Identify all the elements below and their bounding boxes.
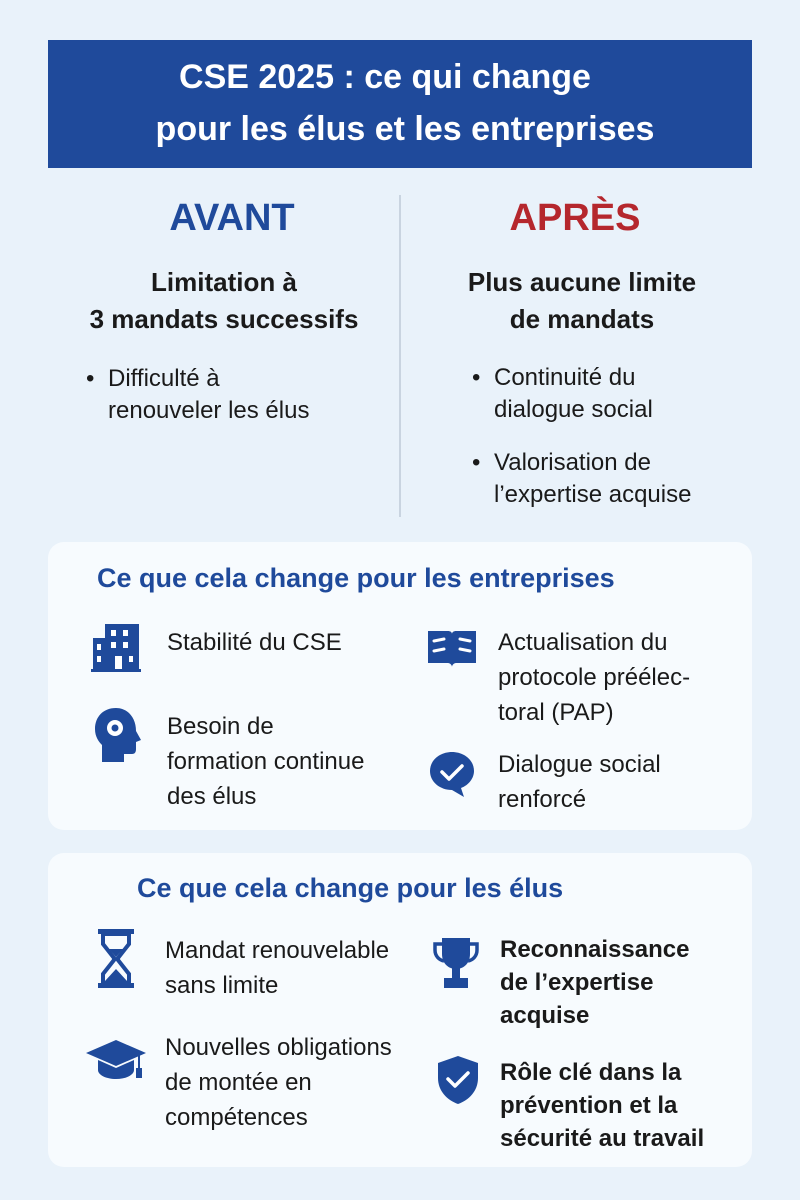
title-banner bbox=[48, 40, 752, 168]
elus-item bbox=[500, 1056, 704, 1155]
apres-subtitle bbox=[468, 264, 696, 338]
elus-item bbox=[165, 933, 389, 1003]
building-icon bbox=[91, 622, 141, 672]
elus-title: Ce que cela change pour les élus bbox=[137, 873, 564, 903]
item-line: formation continue bbox=[167, 748, 365, 775]
apres-subtitle-line: Plus aucune limite bbox=[467, 267, 697, 297]
apres-bullet bbox=[472, 447, 692, 511]
graduation-cap-icon bbox=[86, 1038, 146, 1082]
column-divider bbox=[399, 195, 401, 517]
item-line: Nouvelles obligations bbox=[165, 1034, 392, 1061]
open-book-icon bbox=[428, 627, 476, 669]
item-line: renforcé bbox=[498, 786, 587, 813]
entreprises-title: Ce que cela change pour les entreprises bbox=[97, 563, 615, 593]
apres-heading: APRÈS bbox=[509, 197, 641, 239]
item-line: Rôle clé dans la bbox=[500, 1059, 682, 1086]
bullet-line: Difficulté à bbox=[108, 365, 220, 392]
avant-subtitle-line: 3 mandats successifs bbox=[89, 304, 359, 334]
item-line: toral (PAP) bbox=[498, 699, 614, 726]
apres-subtitle-line: de mandats bbox=[509, 304, 655, 334]
item-line: Stabilité du CSE bbox=[167, 629, 342, 656]
item-line: protocole préélec- bbox=[498, 664, 691, 691]
entreprises-item bbox=[167, 709, 364, 814]
avant-subtitle bbox=[90, 264, 359, 338]
item-line: sans limite bbox=[165, 972, 279, 999]
avant-bullet bbox=[86, 363, 310, 427]
item-line: Dialogue social bbox=[498, 751, 661, 778]
elus-item bbox=[500, 933, 689, 1032]
item-line: de montée en bbox=[165, 1069, 312, 1096]
trophy-icon bbox=[432, 936, 480, 990]
item-line: Besoin de bbox=[167, 713, 274, 740]
bullet-dot: • bbox=[86, 365, 95, 392]
bullet-line: Valorisation de bbox=[494, 449, 651, 476]
apres-bullet bbox=[472, 362, 653, 426]
item-line: prévention et la bbox=[500, 1092, 678, 1119]
avant-heading: AVANT bbox=[169, 197, 295, 239]
item-line: acquise bbox=[500, 1002, 590, 1029]
bullet-dot: • bbox=[472, 364, 481, 391]
bullet-dot: • bbox=[472, 449, 481, 476]
item-line: Reconnaissance bbox=[500, 936, 690, 963]
bullet-line: l’expertise acquise bbox=[494, 481, 692, 508]
hourglass-icon bbox=[98, 929, 134, 989]
chat-check-icon bbox=[428, 750, 476, 798]
bullet-line: dialogue social bbox=[494, 396, 653, 423]
item-line: sécurité au travail bbox=[500, 1125, 705, 1152]
entreprises-item bbox=[498, 747, 661, 817]
item-line: Mandat renouvelable bbox=[165, 937, 390, 964]
bullet-line: renouveler les élus bbox=[108, 397, 310, 424]
item-line: des élus bbox=[167, 783, 257, 810]
title-line-2: pour les élus et les entreprises bbox=[155, 110, 655, 148]
elus-item bbox=[165, 1030, 392, 1135]
head-gear-icon bbox=[92, 706, 142, 764]
entreprises-item bbox=[167, 625, 342, 660]
item-line: compétences bbox=[165, 1104, 308, 1131]
avant-subtitle-line: Limitation à bbox=[151, 267, 297, 297]
item-line: de l’expertise bbox=[500, 969, 654, 996]
shield-check-icon bbox=[436, 1054, 480, 1106]
entreprises-item bbox=[498, 625, 690, 730]
bullet-line: Continuité du bbox=[494, 364, 636, 391]
title-line-1: CSE 2025 : ce qui change bbox=[179, 58, 591, 96]
item-line: Actualisation du bbox=[498, 629, 668, 656]
